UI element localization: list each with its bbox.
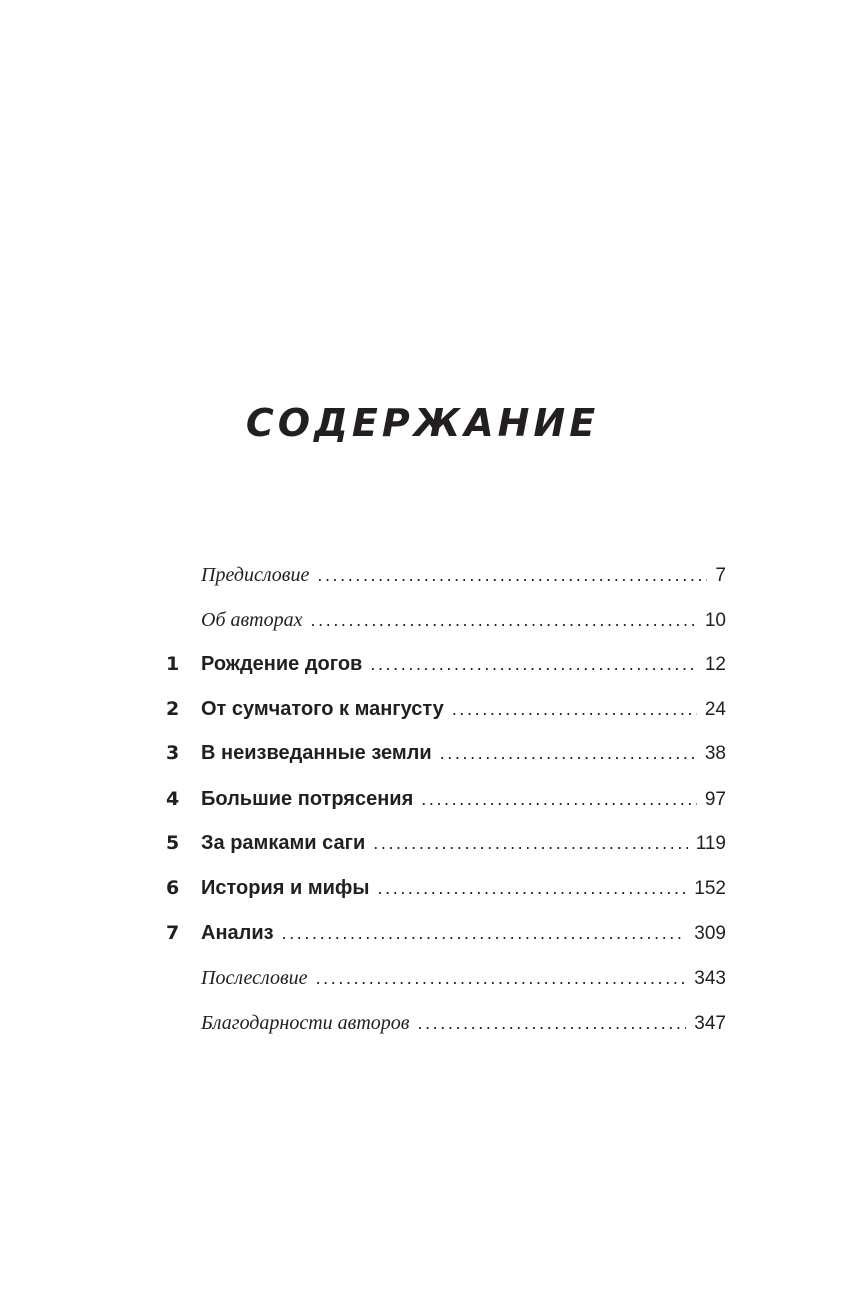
toc-entry-chapter-4[interactable]	[0, 785, 845, 813]
chapter-number: 2	[166, 698, 180, 720]
page-number: 97	[704, 789, 726, 810]
dot-leader	[421, 785, 697, 813]
page-number: 12	[704, 654, 726, 675]
page-number: 343	[694, 968, 726, 989]
entry-title: За рамками саги	[201, 832, 366, 854]
page-number: 152	[694, 878, 726, 899]
page-number: 309	[694, 923, 726, 944]
entry-title: Анализ	[201, 922, 274, 944]
page-title: СОДЕРЖАНИЕ	[245, 401, 600, 445]
dot-leader	[282, 919, 687, 947]
dot-leader	[316, 964, 687, 992]
chapter-number: 4	[166, 788, 180, 810]
dot-leader	[378, 874, 687, 902]
chapter-number: 6	[166, 877, 180, 899]
dot-leader	[370, 650, 697, 678]
chapter-number: 1	[166, 653, 180, 675]
chapter-number: 5	[166, 832, 180, 854]
entry-title: Об авторах	[201, 609, 303, 631]
chapter-number: 3	[166, 742, 180, 764]
dot-leader	[417, 1009, 686, 1037]
toc-entry-chapter-7[interactable]	[0, 919, 845, 947]
toc-entry-afterword[interactable]	[0, 964, 845, 992]
toc-entry-preface[interactable]	[0, 561, 845, 589]
toc-entry-chapter-2[interactable]	[0, 695, 845, 723]
dot-leader	[311, 606, 697, 634]
toc-entry-about-authors[interactable]	[0, 606, 845, 634]
entry-title: Предисловие	[201, 564, 310, 586]
dot-leader	[373, 829, 687, 857]
chapter-number: 7	[166, 922, 180, 944]
page-number: 119	[695, 833, 726, 854]
dot-leader	[317, 561, 707, 589]
page-number: 24	[704, 699, 726, 720]
entry-title: В неизведанные земли	[201, 742, 432, 764]
page-number: 347	[694, 1013, 726, 1034]
dot-leader	[440, 739, 697, 767]
dot-leader	[452, 695, 697, 723]
entry-title: Благодарности авторов	[201, 1012, 410, 1034]
toc-entry-chapter-6[interactable]	[0, 874, 845, 902]
page-number: 7	[715, 565, 726, 586]
page-number: 38	[704, 743, 726, 764]
entry-title: Послесловие	[201, 967, 308, 989]
entry-title: Большие потрясения	[201, 788, 414, 810]
toc-entry-chapter-5[interactable]	[0, 829, 845, 857]
toc-entry-chapter-1[interactable]	[0, 650, 845, 678]
toc-entry-acknowledgements[interactable]	[0, 1009, 845, 1037]
toc-entry-chapter-3[interactable]	[0, 739, 845, 767]
page-number: 10	[704, 610, 726, 631]
entry-title: История и мифы	[201, 877, 370, 899]
entry-title: От сумчатого к мангусту	[201, 698, 444, 720]
entry-title: Рождение догов	[201, 653, 363, 675]
